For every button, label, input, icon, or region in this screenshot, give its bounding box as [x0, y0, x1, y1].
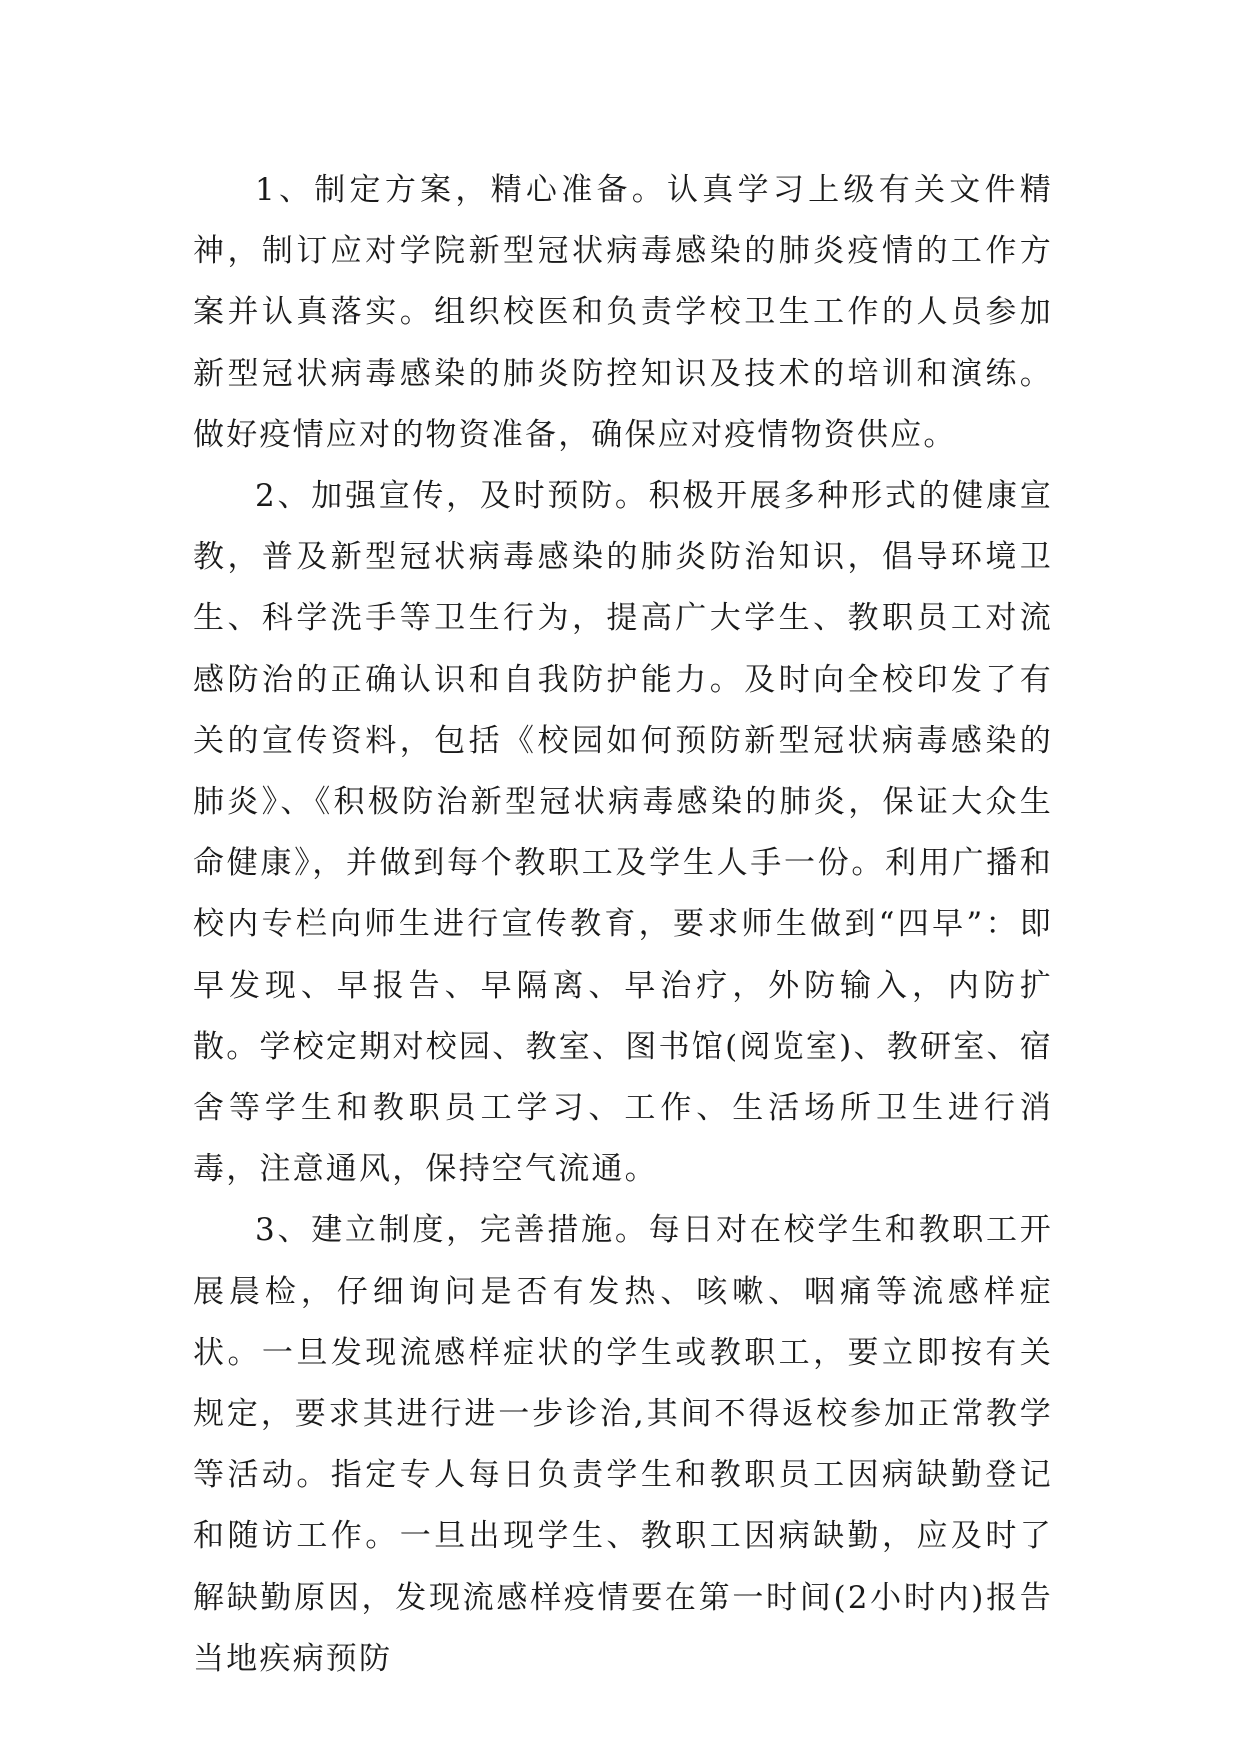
paragraph-2: 2、加强宣传，及时预防。积极开展多种形式的健康宣教，普及新型冠状病毒感染的肺炎防治知识，倡导环境卫生、科学洗手等卫生行为，提高广大学生、教职员工对流感防治的正确认识和自我防护能力。及时向全校印发了有关的宣传资料，包括《校园如何预防新型冠状病毒感染的肺炎》、《积极防治新型冠状病毒感染的肺炎，保证大众生命健康》，并做到每个教职工及学生人手一份。利用广播和校内专栏向师生进行宣传教育，要求师生做到“四早”：即早发现、早报告、早隔离、早治疗，外防输入，内防扩散。学校定期对校园、教室、图书馆(阅览室)、教研室、宿舍等学生和教职员工学习、工作、生活场所卫生进行消毒，注意通风，保持空气流通。 — [193, 478, 1053, 1188]
document-body — [193, 160, 1053, 1690]
paragraph-3: 3、建立制度，完善措施。每日对在校学生和教职工开展晨检，仔细询问是否有发热、咳嗽、咽痛等流感样症状。一旦发现流感样症状的学生或教职工，要立即按有关规定，要求其进行进一步诊治,其间不得返校参加正常教学等活动。指定专人每日负责学生和教职员工因病缺勤登记和随访工作。一旦出现学生、教职工因病缺勤，应及时了解缺勤原因，发现流感样疫情要在第一时间(2小时内)报告当地疾病预防 — [193, 1212, 1053, 1677]
paragraph-1: 1、制定方案，精心准备。认真学习上级有关文件精神，制订应对学院新型冠状病毒感染的肺炎疫情的工作方案并认真落实。组织校医和负责学校卫生工作的人员参加新型冠状病毒感染的肺炎防控知识及技术的培训和演练。做好疫情应对的物资准备，确保应对疫情物资供应。 — [193, 172, 1053, 453]
